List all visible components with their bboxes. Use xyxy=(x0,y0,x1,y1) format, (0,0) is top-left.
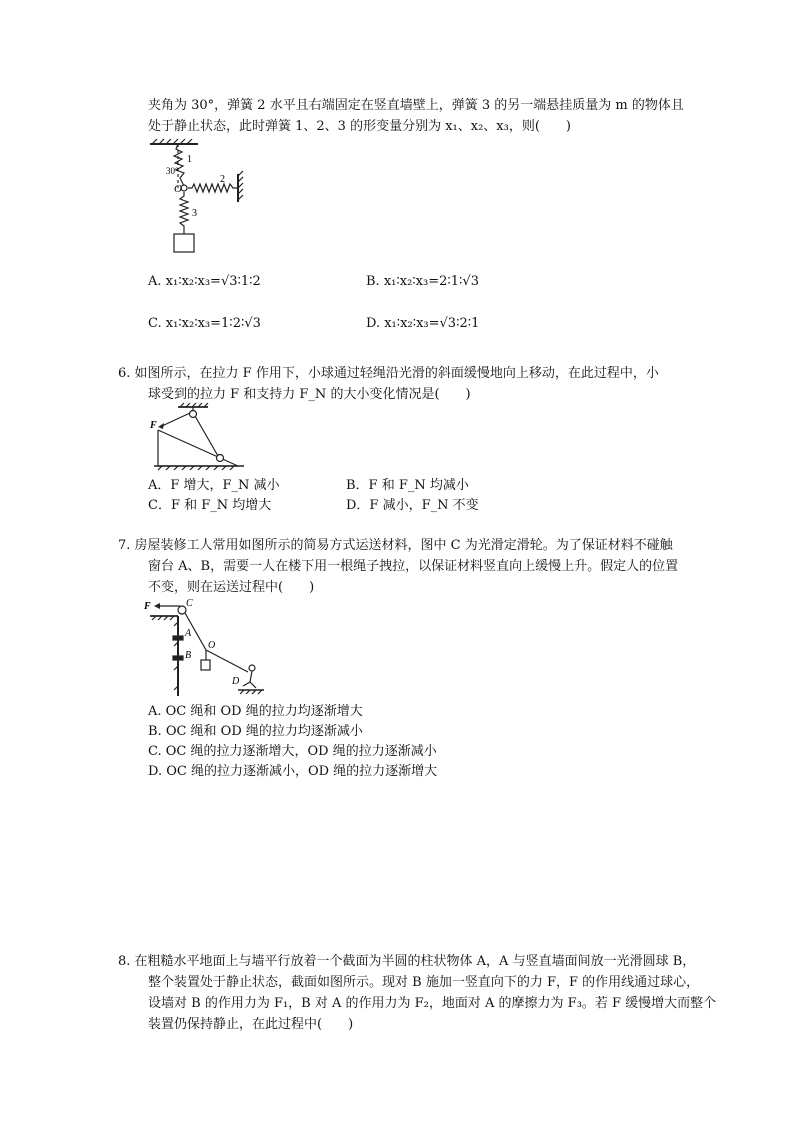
q7-option-b[interactable]: B. OC 绳和 OD 绳的拉力均逐渐减小 xyxy=(148,724,363,739)
q7-stem-line-1: 7. 房屋装修工人常用如图所示的简易方式运送材料，图中 C 为光滑定滑轮。为了保证材料不碰触 xyxy=(118,538,673,553)
sill-a-label: A xyxy=(185,628,192,639)
q8-stem-line-4: 装置仍保持静止，在此过程中( ) xyxy=(148,1017,354,1032)
q7-pulley-figure xyxy=(140,596,268,700)
q6-stem-line-1: 6. 如图所示，在拉力 F 作用下，小球通过轻绳沿光滑的斜面缓慢地向上移动，在此过程中，小 xyxy=(118,366,659,381)
q5-stem-line-1: 夹角为 30°，弹簧 2 水平且右端固定在竖直墙壁上，弹簧 3 的另一端悬挂质量为 m 的物体且 xyxy=(148,98,684,113)
q6-option-d[interactable]: D．F 减小，F_N 不变 xyxy=(346,498,479,513)
spring-1-label: 1 xyxy=(187,154,192,165)
sill-b-label: B xyxy=(185,650,192,661)
force-f-label: F xyxy=(144,601,151,612)
angle-label: 30° xyxy=(166,166,179,176)
q7-option-a[interactable]: A. OC 绳和 OD 绳的拉力均逐渐增大 xyxy=(148,704,363,719)
q7-stem-line-2: 窗台 A、B，需要一人在楼下用一根绳子拽拉，以保证材料竖直向上缓慢上升。假定人的位置 xyxy=(148,559,679,574)
force-f-label: F xyxy=(150,420,157,431)
q6-option-c[interactable]: C．F 和 F_N 均增大 xyxy=(148,498,272,513)
q5-spring-figure xyxy=(140,136,280,266)
q5-option-b[interactable]: B. x₁∶x₂∶x₃=2∶1∶√3 xyxy=(366,274,479,289)
spring-2-label: 2 xyxy=(220,174,225,185)
spring-3-label: 3 xyxy=(192,208,197,219)
q7-option-d[interactable]: D. OC 绳的拉力逐渐减小，OD 绳的拉力逐渐增大 xyxy=(148,764,438,779)
q6-option-b[interactable]: B．F 和 F_N 均减小 xyxy=(346,478,469,493)
q5-stem-line-2: 处于静止状态，此时弹簧 1、2、3 的形变量分别为 x₁、x₂、x₃，则( ) xyxy=(148,119,571,134)
q6-option-a[interactable]: A．F 增大，F_N 减小 xyxy=(148,478,280,493)
q5-option-a[interactable]: A. x₁∶x₂∶x₃=√3∶1∶2 xyxy=(148,274,261,289)
q6-stem-line-2: 球受到的拉力 F 和支持力 F_N 的大小变化情况是( ) xyxy=(148,387,471,402)
q8-stem-line-1: 8. 在粗糙水平地面上与墙平行放着一个截面为半圆的柱状物体 A，A 与竖直墙面间放一光滑圆球 B， xyxy=(118,954,696,969)
q7-stem-line-3: 不变，则在运送过程中( ) xyxy=(148,580,315,595)
q8-stem-line-2: 整个装置处于静止状态，截面如图所示。现对 B 施加一竖直向下的力 F，F 的作用线通过球心， xyxy=(148,975,700,990)
node-o-label: O xyxy=(174,183,182,195)
q7-option-c[interactable]: C. OC 绳的拉力逐渐增大，OD 绳的拉力逐渐减小 xyxy=(148,744,437,759)
person-d-label: D xyxy=(232,676,240,687)
q6-incline-figure xyxy=(148,402,248,474)
q8-stem-line-3: 设墙对 B 的作用力为 F₁，B 对 A 的作用力为 F₂，地面对 A 的摩擦力为 F₃。若 F 缓慢增大而整个 xyxy=(148,996,717,1011)
q5-option-d[interactable]: D. x₁∶x₂∶x₃=√3∶2∶1 xyxy=(366,316,480,331)
knot-o-label: O xyxy=(208,640,216,651)
q5-option-c[interactable]: C. x₁∶x₂∶x₃=1∶2∶√3 xyxy=(148,316,261,331)
pulley-c-label: C xyxy=(186,598,193,609)
